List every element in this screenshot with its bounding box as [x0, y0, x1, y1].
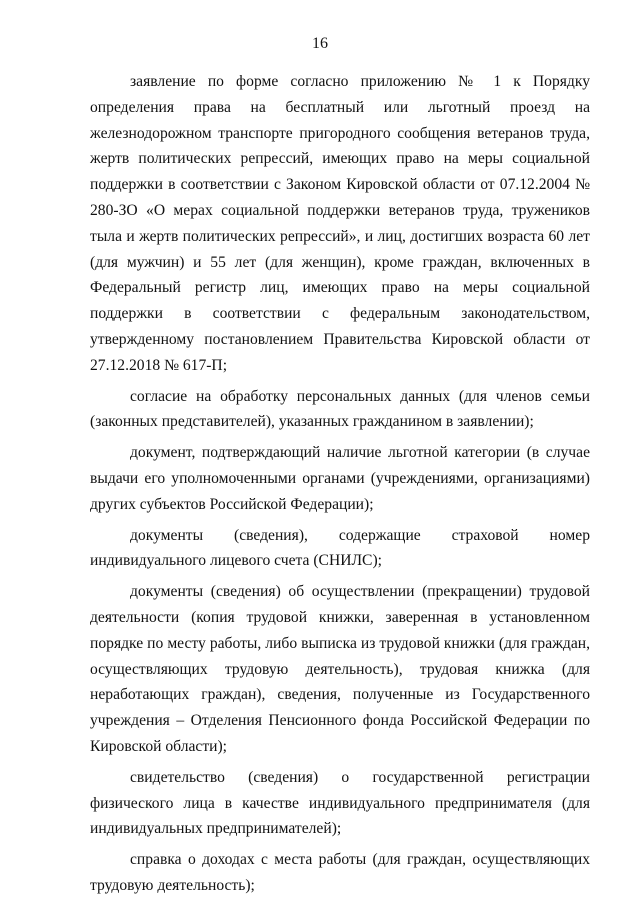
paragraph-personal-data-consent: согласие на обработку персональных данных (для членов семьи (законных представителей), указанных гражданином в заявлении); [90, 387, 590, 431]
paragraph-entrepreneur-registration: свидетельство (сведения) о государственной регистрации физического лица в качестве индивидуального предпринимателя (для индивидуальных предпринимателей); [90, 768, 590, 838]
document-body [90, 69, 590, 904]
paragraph-benefit-category-document: документ, подтверждающий наличие льготной категории (в случае выдачи его уполномоченными органами (учреждениями, организациями) других субъектов Российской Федерации); [90, 444, 590, 513]
paragraph-income-certificate: справка о доходах с места работы (для граждан, осуществляющих трудовую деятельность); [90, 851, 590, 894]
paragraph-snils-documents: документы (сведения), содержащие страховой номер индивидуального лицевого счета (СНИЛС); [90, 526, 590, 570]
paragraph-labor-activity-documents: документы (сведения) об осуществлении (прекращении) трудовой деятельности (копия трудовой книжки, заверенная в установленном порядке по месту работы, либо выписка из трудовой книжки (для граждан, осуществляющих трудовую деятельность), трудовая книжка (для неработающих граждан), сведения, полученные из Государственного учреждения – Отделения Пенсионного фонда Российской Федерации по Кировской области); [90, 583, 590, 755]
page-number: 16 [312, 35, 328, 52]
paragraph-application-form: заявление по форме согласно приложению № 1 к Порядку определения права на бесплатный или льготный проезд на железнодорожном транспорте пригородного сообщения ветеранов труда, жертв политических репрессий, имеющих право на меры социальной поддержки в соответствии с Законом Кировской области от 07.12.2004 № 280-ЗО «О мерах социальной поддержки ветеранов труда, тружеников тыла и жертв политических репрессий», и лиц, достигших возраста 60 лет (для мужчин) и 55 лет (для женщин), кроме граждан, включенных в Федеральный регистр лиц, имеющих право на меры социальной поддержки в соответствии с федеральным законодательством, утвержденному постановлением Правительства Кировской области от 27.12.2018 № 617-П; [90, 73, 590, 374]
